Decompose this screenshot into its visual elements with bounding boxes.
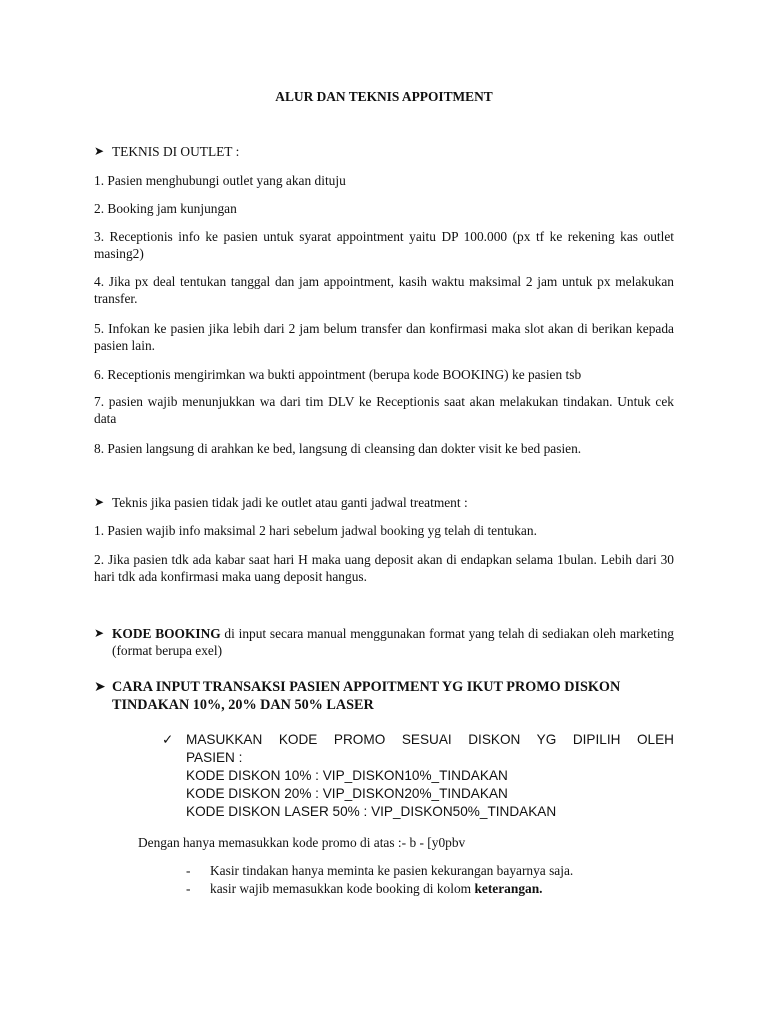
list-item: 5. Infokan ke pasien jika lebih dari 2 jam belum transfer dan konfirmasi maka slot akan di berikan kepada pasien lain. [94,321,674,353]
list-item: 7. pasien wajib menunjukkan wa dari tim DLV ke Receptionis saat akan melakukan tindakan. Untuk cek data [94,394,674,426]
kode-booking-text: di input secara manual menggunakan format yang telah di sediakan oleh marketing (format berupa exel) [112,626,674,658]
list-item: 4. Jika px deal tentukan tanggal dan jam appointment, kasih waktu maksimal 2 jam untuk px melakukan transfer. [94,274,674,306]
list-item: - kasir wajib memasukkan kode booking di kolom keterangan. [186,881,543,896]
checkmark-icon: ✓ [162,732,174,747]
list-item: 2. Jika pasien tdk ada kabar saat hari H maka uang deposit akan di endapkan selama 1bulan. Lebih dari 30 hari tdk ada konfirmasi maka uang deposit hangus. [94,552,674,584]
document-title: ALUR DAN TEKNIS APPOITMENT [275,89,493,104]
kode-booking-label: KODE BOOKING [112,626,221,641]
arrow-bullet-icon: ➤ [94,679,106,695]
checklist-line: KODE DISKON 10% : VIP_DISKON10%_TINDAKAN [186,768,508,783]
list-item: 8. Pasien langsung di arahkan ke bed, langsung di cleansing dan dokter visit ke bed pasien. [94,441,582,456]
arrow-bullet-icon: ➤ [94,144,105,158]
section-kode-booking [94,625,674,659]
section-cara-input-heading: ➤ CARA INPUT TRANSAKSI PASIEN APPOITMENT YG IKUT PROMO DISKON TINDAKAN 10%, 20% DAN 50% LASER [94,679,621,713]
list-item: 2. Booking jam kunjungan [94,201,237,216]
section-teknis-outlet-heading: ➤ TEKNIS DI OUTLET : [94,144,240,159]
checklist-first-line: MASUKKAN KODE PROMO SESUAI DISKON YG DIPILIH OLEH [186,732,674,747]
arrow-bullet-icon: ➤ [94,626,105,640]
checklist-line: PASIEN : [186,750,243,765]
list-item: 1. Pasien menghubungi outlet yang akan dituju [94,173,346,188]
section-ganti-jadwal-heading: ➤ Teknis jika pasien tidak jadi ke outlet atau ganti jadwal treatment : [94,495,468,510]
list-item: 1. Pasien wajib info maksimal 2 hari sebelum jadwal booking yg telah di tentukan. [94,523,537,538]
list-item: 6. Receptionis mengirimkan wa bukti appointment (berupa kode BOOKING) ke pasien tsb [94,367,582,382]
keterangan-label: keterangan. [474,881,543,896]
promo-code-checklist [162,731,674,821]
list-item: - Kasir tindakan hanya meminta ke pasien kekurangan bayarnya saja. [186,863,574,878]
checklist-line: KODE DISKON LASER 50% : VIP_DISKON50%_TINDAKAN [186,804,557,819]
list-item: 3. Receptionis info ke pasien untuk syarat appointment yaitu DP 100.000 (px tf ke rekening kas outlet masing2) [94,229,674,261]
checklist-line: KODE DISKON 20% : VIP_DISKON20%_TINDAKAN [186,786,508,801]
arrow-bullet-icon: ➤ [94,495,105,509]
promo-note: Dengan hanya memasukkan kode promo di atas :- b - [y0pbv [138,835,466,850]
